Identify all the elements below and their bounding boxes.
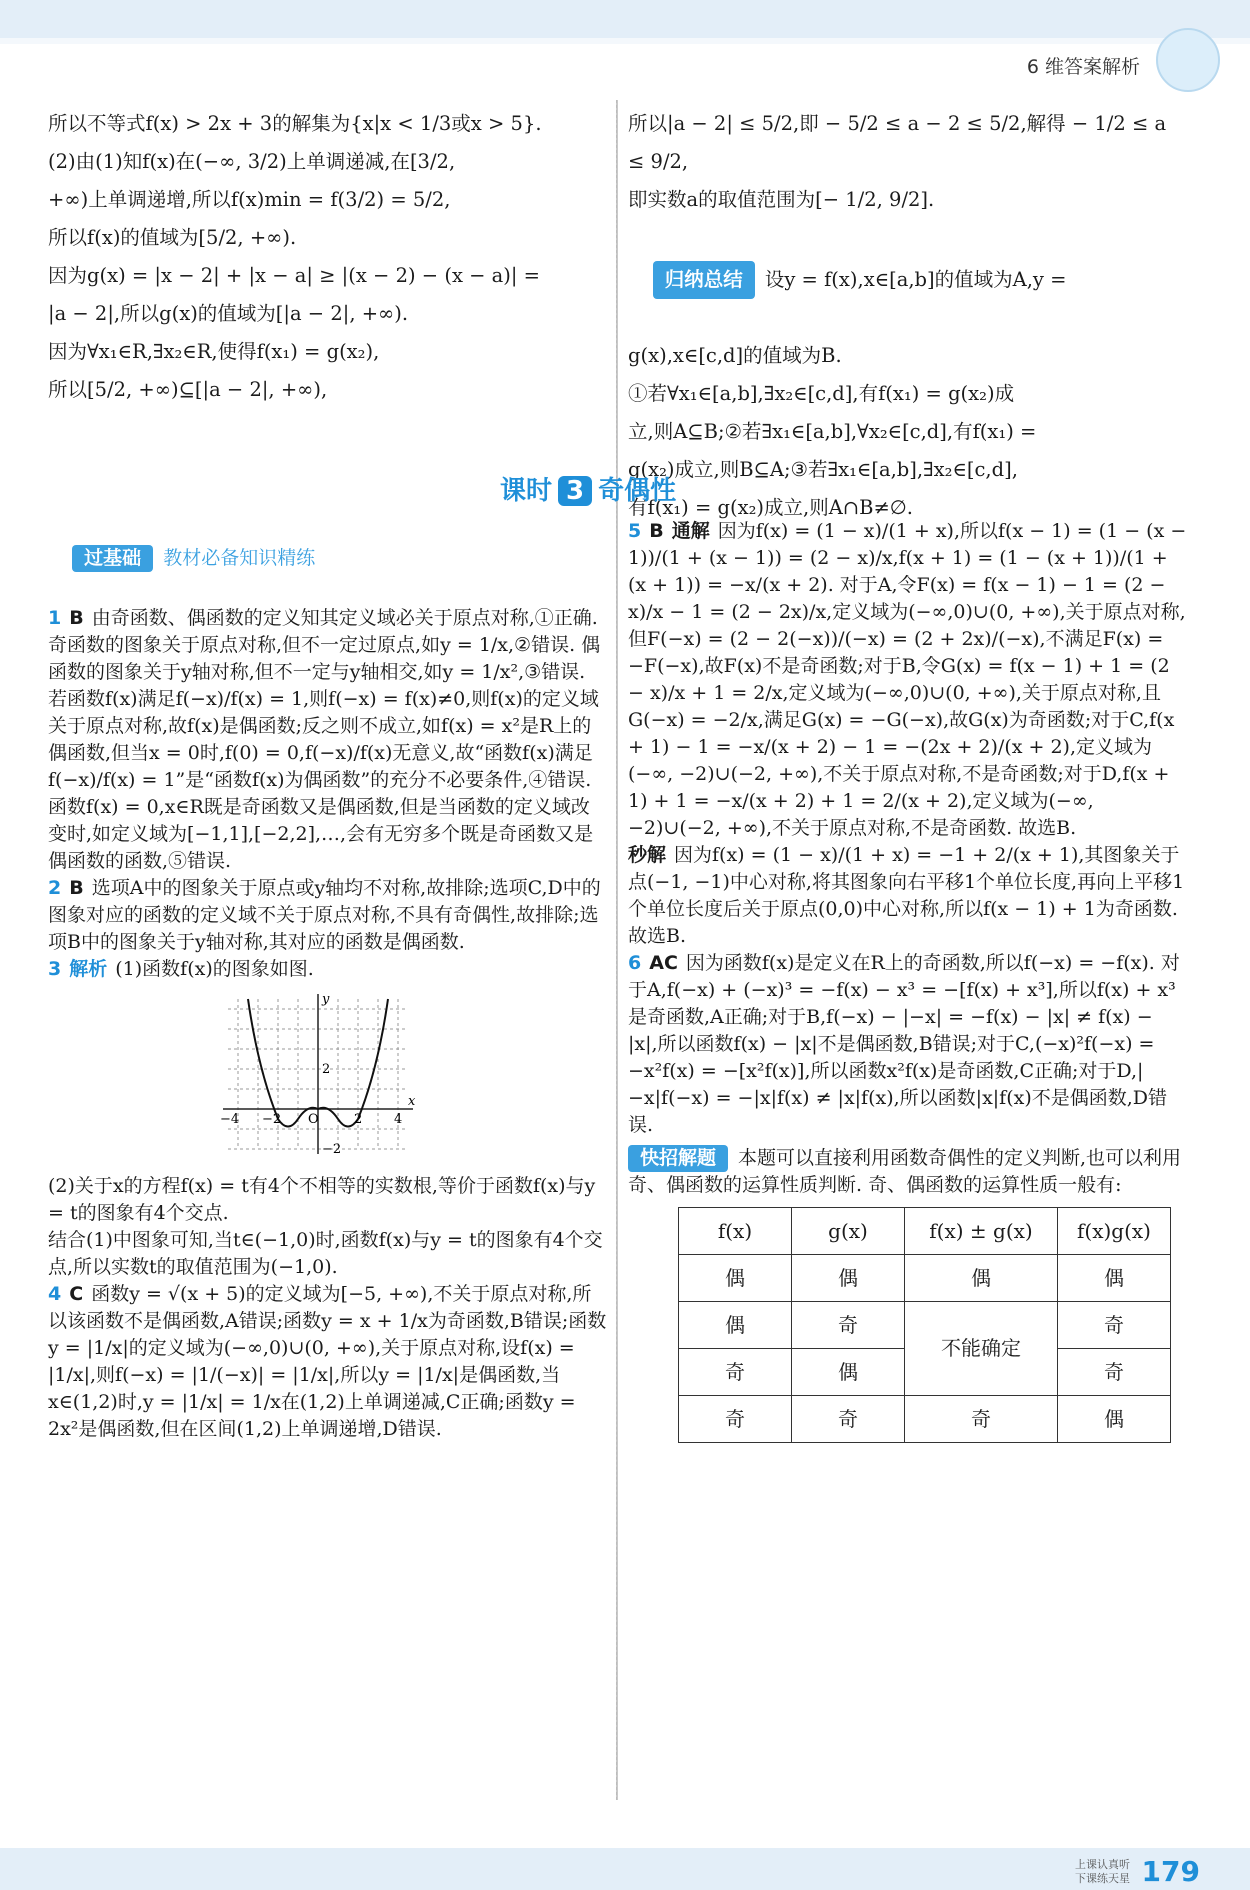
tick-label: −2 — [322, 1142, 342, 1157]
lesson-number: 3 — [558, 476, 592, 506]
item-answer: B — [649, 520, 664, 542]
text-line: (2)关于x的方程f(x) = t有4个不相等的实数根,等价于函数f(x)与y = t的图象有4个交点. — [48, 1175, 602, 1224]
item-text: 因为f(x) = (1 − x)/(1 + x),所以f(x − 1) = (1 − (x − 1))/(1 + (x − 1)) = (2 − x)/x,f(x + 1) = (1 − (x + 1))/(1 + (x + 1)) = −x/(x + 2). 对于A,令F(x) = f(x − 1) − 1 = (2 − x)/x − 1 = (2 − 2x)/x,定义域为(−∞,0)∪(0, +∞),关于原点对称,但F(−x) = (2 − 2(−x))/(−x) = (2 + 2x)/(−x),不满足F(x) = −F(−x),故F(x)不是奇函数;对于B,令G(x) = f(x − 1) + 1 = (2 − x)/x + 1 = 2/x,定义域为(−∞,0)∪(0, +∞),关于原点对称,且G(−x) = −2/x,满足G(x) = −G(−x),故G(x)为奇函数;对于C,f(x + 1) − 1 = −x/(x + 2) − 1 = −(2x + 2)/(x + 2),定义域为(−∞, −2)∪(−2, +∞),不关于原点对称,不是奇函数;对于D,f(x + 1) + 1 = −x/(x + 2) + 1 = 2/(x + 2),定义域为(−∞, −2)∪(−2, +∞),不关于原点对称,不是奇函数. 故选B. — [628, 520, 1193, 839]
table-row — [679, 1396, 1171, 1443]
text-line: 所以[5/2, +∞)⊆[|a − 2|, +∞), — [48, 378, 328, 401]
item-number: 2 — [48, 877, 62, 899]
table-header: f(x) — [679, 1208, 792, 1255]
table-cell: 偶 — [1058, 1396, 1171, 1443]
basics-header — [48, 518, 608, 599]
function-graph — [218, 989, 418, 1159]
item-number: 5 — [628, 520, 642, 542]
basics-subtitle: 教材必备知识精练 — [163, 547, 316, 569]
item-5 — [628, 518, 1193, 842]
table-header: g(x) — [792, 1208, 905, 1255]
tick-label: −4 — [220, 1112, 240, 1127]
text-line: |a − 2|,所以g(x)的值域为[|a − 2|, +∞). — [48, 302, 409, 325]
item-number: 6 — [628, 952, 642, 974]
item-text: 因为f(x) = (1 − x)/(1 + x) = −1 + 2/(x + 1),其图象关于点(−1, −1)中心对称,将其图象向右平移1个单位长度,再向上平移1个单位长度后关于原点(0,0)中心对称,所以f(x − 1) + 1为奇函数. 故选B. — [628, 844, 1185, 947]
left-column — [48, 105, 608, 465]
table-cell: 偶 — [905, 1255, 1058, 1302]
text-line: 所以不等式f(x) > 2x + 3的解集为{x|x < 1/3或x > 5}. — [48, 112, 542, 135]
x-axis-label: x — [408, 1094, 416, 1109]
text-line: 即实数a的取值范围为[− 1/2, 9/2]. — [628, 188, 935, 211]
right-column-top — [628, 105, 1188, 527]
text-line: 结合(1)中图象可知,当t∈(−1,0)时,函数f(x)与y = t的图象有4个交点,所以实数t的取值范围为(−1,0). — [48, 1229, 603, 1278]
table-cell: 奇 — [792, 1302, 905, 1349]
text-line: +∞)上单调递增,所以f(x)min = f(3/2) = 5/2, — [48, 188, 451, 211]
table-row — [679, 1302, 1171, 1349]
tick-label: 2 — [354, 1112, 363, 1127]
tip-text: 本题可以直接利用函数奇偶性的定义判断,也可以利用奇、偶函数的运算性质判断. 奇、偶函数的运算性质一般有: — [628, 1147, 1182, 1196]
summary-line: g(x₂)成立,则B⊆A;③若∃x₁∈[a,b],∃x₂∈[c,d], — [628, 458, 1018, 481]
summary-line: g(x),x∈[c,d]的值域为B. — [628, 344, 842, 367]
table-cell: 奇 — [679, 1349, 792, 1396]
right-column-lesson — [628, 518, 1193, 1443]
summary-block — [628, 223, 1188, 337]
left-column-lesson — [48, 518, 608, 1443]
item-6 — [628, 950, 1188, 1139]
parity-table — [678, 1207, 1171, 1443]
item-2 — [48, 875, 608, 956]
text-line: 因为∀x₁∈R,∃x₂∈R,使得f(x₁) = g(x₂), — [48, 340, 380, 363]
table-cell: 偶 — [1058, 1255, 1171, 1302]
tick-label: 2 — [322, 1062, 331, 1077]
text-line: (2)由(1)知f(x)在(−∞, 3/2)上单调递减,在[3/2, — [48, 150, 456, 173]
table-cell: 偶 — [679, 1255, 792, 1302]
lesson-title: 奇偶性 — [598, 476, 677, 506]
summary-tag: 归纳总结 — [653, 261, 755, 299]
tip-block — [628, 1145, 1188, 1199]
summary-line: ①若∀x₁∈[a,b],∃x₂∈[c,d],有f(x₁) = g(x₂)成 — [628, 382, 1015, 405]
text-line: 所以|a − 2| ≤ 5/2,即 − 5/2 ≤ a − 2 ≤ 5/2,解得 − 1/2 ≤ a ≤ 9/2, — [628, 112, 1173, 173]
table-cell: 不能确定 — [905, 1302, 1058, 1396]
table-cell: 偶 — [679, 1302, 792, 1349]
table-cell: 奇 — [1058, 1349, 1171, 1396]
item-3 — [48, 956, 608, 983]
lesson-prefix: 课时 — [500, 476, 553, 506]
mascot-icon — [1156, 28, 1220, 92]
item-1 — [48, 605, 608, 875]
item-text: 由奇函数、偶函数的定义知其定义域必关于原点对称,①正确. 奇函数的图象关于原点对称,但不一定过原点,如y = 1/x,②错误. 偶函数的图象关于y轴对称,但不一定与y轴相交,如y = 1/x²,③错误. 若函数f(x)满足f(−x)/f(x) = 1,则f(−x) = f(x)≠0,则f(x)的定义域关于原点对称,故f(x)是偶函数;反之则不成立,如f(x) = x²是R上的偶函数,但当x = 0时,f(0) = 0,f(−x)/f(x)无意义,故“函数f(x)满足f(−x)/f(x) = 1”是“函数f(x)为偶函数”的充分不必要条件,④错误. 函数f(x) = 0,x∈R既是奇函数又是偶函数,但是当函数的定义域改变时,如定义域为[−1,1],[−2,2],…,会有无穷多个既是奇函数又是偶函数的函数,⑤错误. — [48, 607, 604, 872]
y-axis-label: y — [322, 992, 330, 1007]
tick-label: 4 — [394, 1112, 403, 1127]
summary-line: 有f(x₁) = g(x₂)成立,则A∩B≠∅. — [628, 496, 913, 519]
item-5-quick — [628, 842, 1188, 950]
text-line: 因为g(x) = |x − 2| + |x − a| ≥ |(x − 2) − (x − a)| = — [48, 264, 541, 287]
table-header: f(x) ± g(x) — [905, 1208, 1058, 1255]
basics-tag: 过基础 — [72, 545, 153, 572]
page-number: 179 — [1141, 1855, 1200, 1888]
tick-label: O — [308, 1112, 319, 1127]
item-answer: AC — [649, 952, 678, 974]
item-label: 通解 — [671, 520, 710, 542]
slogan-line: 下课练天星 — [1075, 1872, 1130, 1885]
column-divider — [616, 100, 618, 1800]
item-number: 4 — [48, 1283, 62, 1305]
tip-tag: 快招解题 — [628, 1145, 728, 1172]
table-cell: 奇 — [905, 1396, 1058, 1443]
table-header-row — [679, 1208, 1171, 1255]
summary-line: 设y = f(x),x∈[a,b]的值域为A,y = — [764, 268, 1067, 291]
table-row — [679, 1255, 1171, 1302]
top-band — [0, 0, 1250, 38]
text-line: 所以f(x)的值域为[5/2, +∞). — [48, 226, 297, 249]
summary-line: 立,则A⊆B;②若∃x₁∈[a,b],∀x₂∈[c,d],有f(x₁) = — [628, 420, 1037, 443]
header-title: 6 维答案解析 — [1026, 56, 1140, 78]
item-text: (1)函数f(x)的图象如图. — [115, 958, 314, 980]
top-band-stripe — [0, 38, 1250, 44]
table-cell: 奇 — [1058, 1302, 1171, 1349]
item-text: 函数y = √(x + 5)的定义域为[−5, +∞),不关于原点对称,所以该函数不是偶函数,A错误;函数y = x + 1/x为奇函数,B错误;函数y = |1/x|的定义域为(−∞,0)∪(0, +∞),关于原点对称,设f(x) = |1/x|,则f(−x) = |1/(−x)| = |1/x|,所以y = |1/x|是偶函数,当x∈(1,2)时,y = |1/x| = 1/x在(1,2)上单调递减,C正确;函数y = 2x²是偶函数,但在区间(1,2)上单调递增,D错误. — [48, 1283, 607, 1440]
table-header: f(x)g(x) — [1058, 1208, 1171, 1255]
item-text: 选项A中的图象关于原点或y轴均不对称,故排除;选项C,D中的图象对应的函数的定义域不关于原点对称,不具有奇偶性,故排除;选项B中的图象关于y轴对称,其对应的函数是偶函数. — [48, 877, 601, 953]
item-answer: 解析 — [69, 958, 108, 980]
item-label: 秒解 — [628, 844, 667, 866]
item-4 — [48, 1281, 608, 1443]
item-answer: B — [69, 607, 84, 629]
table-cell: 奇 — [679, 1396, 792, 1443]
lesson-heading — [500, 470, 676, 507]
item-answer: B — [69, 877, 84, 899]
slogan-line: 上课认真听 — [1075, 1858, 1130, 1871]
footer-slogan — [1075, 1858, 1130, 1886]
item-answer: C — [69, 1283, 84, 1305]
item-number: 3 — [48, 958, 62, 980]
item-text: 因为函数f(x)是定义在R上的奇函数,所以f(−x) = −f(x). 对于A,f(−x) + (−x)³ = −f(x) − x³ = −[f(x) + x³],所以f(x) + x³是奇函数,A正确;对于B,f(−x) − |−x| = −f(x) − |x| ≠ f(x) − |x|,所以函数f(x) − |x|不是偶函数,B错误;对于C,(−x)²f(−x) = −x²f(x) = −[x²f(x)],所以函数x²f(x)是奇函数,C正确;对于D,|−x|f(−x) = −|x|f(x) ≠ |x|f(x),所以函数|x|f(x)不是偶函数,D错误. — [628, 952, 1180, 1136]
table-cell: 奇 — [792, 1396, 905, 1443]
bottom-band — [0, 1848, 1250, 1890]
tick-label: −2 — [262, 1112, 282, 1127]
item-number: 1 — [48, 607, 62, 629]
table-cell: 偶 — [792, 1255, 905, 1302]
table-cell: 偶 — [792, 1349, 905, 1396]
